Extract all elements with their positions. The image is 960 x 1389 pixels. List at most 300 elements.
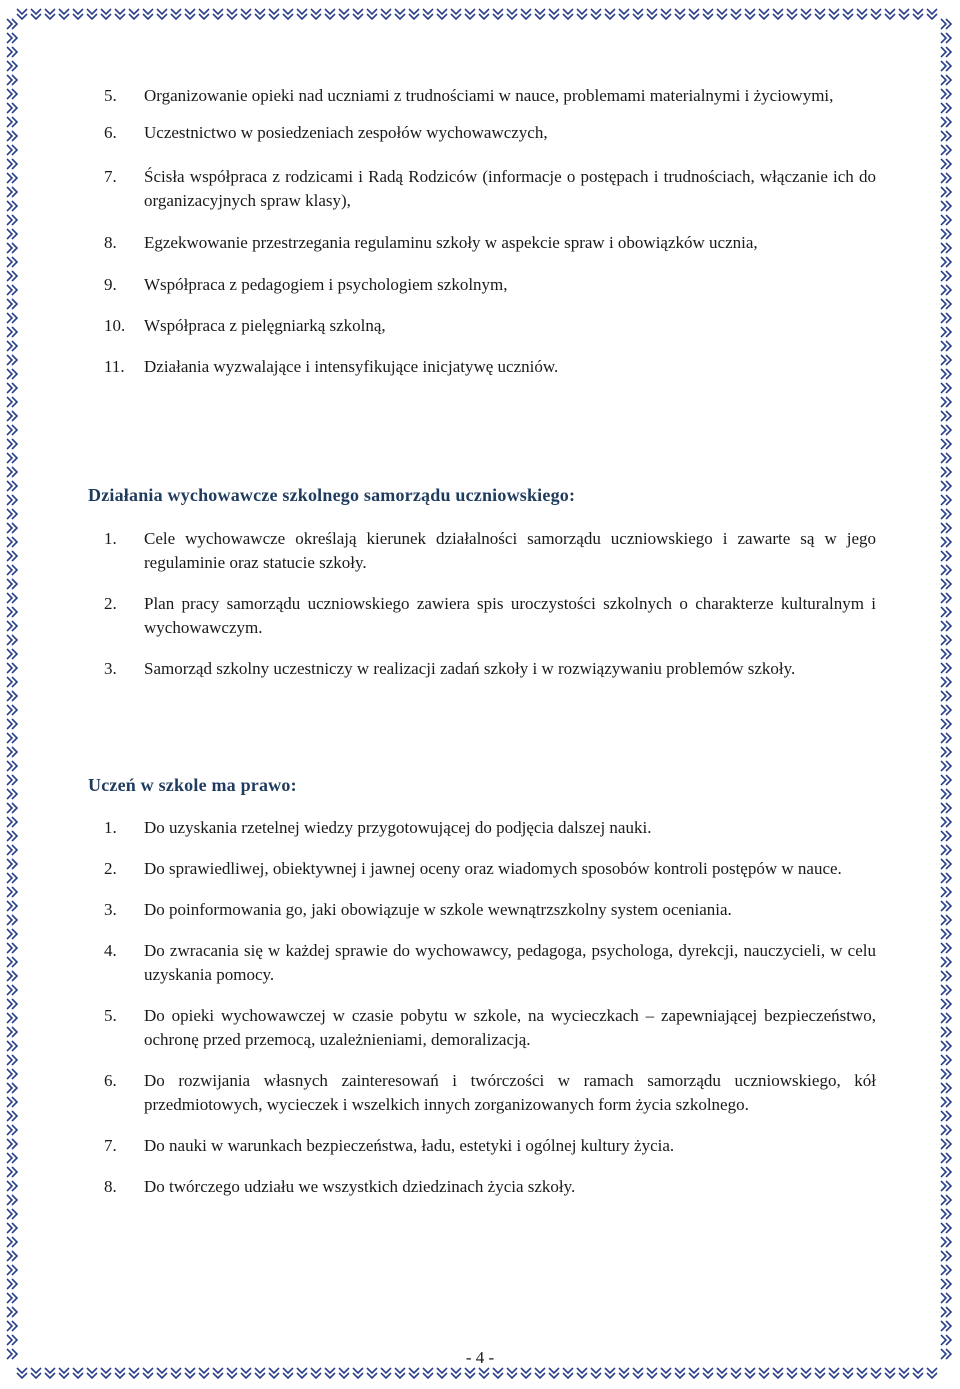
list-text: Organizowanie opieki nad uczniami z trudnościami w nauce, problemami materialnymi i życiowymi,: [144, 86, 834, 105]
border-chevron: [7, 1307, 17, 1317]
list-item: [104, 816, 876, 840]
border-chevron: [7, 1097, 17, 1107]
border-chevron: [941, 341, 951, 351]
border-chevron: [7, 145, 17, 155]
list-item: [104, 231, 876, 255]
border-chevron: [941, 117, 951, 127]
border-chevron: [829, 9, 839, 19]
border-chevron: [941, 229, 951, 239]
border-chevron: [7, 509, 17, 519]
list-number: 6.: [104, 1071, 117, 1090]
border-chevron: [941, 89, 951, 99]
border-chevron: [7, 691, 17, 701]
border-chevron: [941, 761, 951, 771]
border-chevron: [941, 929, 951, 939]
border-chevron: [731, 9, 741, 19]
border-chevron: [7, 1209, 17, 1219]
list-item: [104, 1004, 876, 1052]
border-chevron: [941, 649, 951, 659]
list-number: 9.: [104, 275, 117, 294]
border-chevron: [129, 9, 139, 19]
list-number: 3.: [104, 659, 117, 678]
border-chevron: [199, 1368, 209, 1378]
border-chevron: [941, 803, 951, 813]
border-chevron: [311, 9, 321, 19]
border-chevron: [941, 971, 951, 981]
list-item: [104, 592, 876, 640]
border-chevron: [941, 831, 951, 841]
border-chevron: [297, 1368, 307, 1378]
border-chevron: [675, 9, 685, 19]
border-chevron: [941, 397, 951, 407]
border-chevron: [633, 1368, 643, 1378]
border-chevron: [297, 9, 307, 19]
border-chevron: [941, 1293, 951, 1303]
border-chevron: [353, 1368, 363, 1378]
border-chevron: [45, 9, 55, 19]
page-number: - 4 -: [465, 1348, 495, 1367]
border-chevron: [829, 1368, 839, 1378]
border-chevron: [941, 537, 951, 547]
border-chevron: [605, 9, 615, 19]
border-chevron: [941, 551, 951, 561]
border-chevron: [941, 1111, 951, 1121]
border-chevron: [899, 9, 909, 19]
border-chevron: [577, 1368, 587, 1378]
border-chevron: [941, 369, 951, 379]
border-chevron: [325, 1368, 335, 1378]
list-text: Do poinformowania go, jaki obowiązuje w szkole wewnątrzszkolny system oceniania.: [144, 900, 732, 919]
border-chevron: [941, 1335, 951, 1345]
border-chevron: [17, 1368, 27, 1378]
border-chevron: [7, 1279, 17, 1289]
border-chevron: [7, 271, 17, 281]
border-chevron: [213, 1368, 223, 1378]
border-chevron: [325, 9, 335, 19]
border-chevron: [7, 1111, 17, 1121]
border-chevron: [7, 47, 17, 57]
border-chevron: [7, 173, 17, 183]
section1-list: [104, 527, 876, 681]
border-chevron: [7, 621, 17, 631]
border-chevron: [157, 9, 167, 19]
border-chevron: [7, 1069, 17, 1079]
border-chevron: [7, 1027, 17, 1037]
border-chevron: [59, 9, 69, 19]
border-chevron: [941, 887, 951, 897]
border-chevron: [7, 593, 17, 603]
border-chevron: [479, 1368, 489, 1378]
border-chevron: [7, 719, 17, 729]
list-number: 2.: [104, 859, 117, 878]
border-chevron: [521, 1368, 531, 1378]
border-chevron: [87, 1368, 97, 1378]
list-text: Cele wychowawcze określają kierunek działalności samorządu uczniowskiego i zawarte są w jego regulaminie oraz statucie szkoły.: [144, 529, 876, 572]
border-chevron: [31, 1368, 41, 1378]
border-chevron: [7, 61, 17, 71]
border-chevron: [941, 509, 951, 519]
border-chevron: [941, 873, 951, 883]
list-text: Samorząd szkolny uczestniczy w realizacji zadań szkoły i w rozwiązywaniu problemów szkoły.: [144, 659, 796, 678]
border-chevron: [703, 1368, 713, 1378]
border-chevron: [87, 9, 97, 19]
border-chevron: [815, 1368, 825, 1378]
border-chevron: [283, 1368, 293, 1378]
border-chevron: [227, 9, 237, 19]
list-item: [104, 527, 876, 575]
list-item: [104, 1134, 876, 1158]
border-chevron: [941, 565, 951, 575]
border-chevron: [409, 1368, 419, 1378]
border-chevron: [7, 537, 17, 547]
list-number: 3.: [104, 900, 117, 919]
border-chevron: [7, 341, 17, 351]
border-chevron: [7, 677, 17, 687]
border-chevron: [857, 1368, 867, 1378]
border-chevron: [731, 1368, 741, 1378]
border-chevron: [269, 1368, 279, 1378]
border-chevron: [941, 705, 951, 715]
border-chevron: [73, 1368, 83, 1378]
border-chevron: [199, 9, 209, 19]
border-chevron: [7, 439, 17, 449]
border-chevron: [815, 9, 825, 19]
border-chevron: [941, 901, 951, 911]
border-chevron: [7, 1195, 17, 1205]
border-chevron: [7, 635, 17, 645]
border-chevron: [7, 117, 17, 127]
list-number: 1.: [104, 529, 117, 548]
border-chevron: [535, 9, 545, 19]
border-chevron: [381, 1368, 391, 1378]
list-number: 7.: [104, 1136, 117, 1155]
list-item: [104, 273, 876, 297]
border-chevron: [7, 229, 17, 239]
border-chevron: [773, 9, 783, 19]
border-chevron: [941, 775, 951, 785]
border-chevron: [927, 1368, 937, 1378]
border-chevron: [619, 9, 629, 19]
border-chevron: [591, 9, 601, 19]
border-chevron: [7, 1335, 17, 1345]
border-chevron: [7, 817, 17, 827]
border-chevron: [801, 9, 811, 19]
border-chevron: [941, 271, 951, 281]
border-chevron: [7, 299, 17, 309]
list-text: Ścisła współpraca z rodzicami i Radą Rodziców (informacje o postępach i trudnościach, włączanie ich do organizacyjnych spraw klasy),: [144, 167, 876, 210]
list-item: [104, 657, 876, 681]
border-chevron: [7, 761, 17, 771]
section2-list: [104, 816, 876, 1199]
border-chevron: [661, 1368, 671, 1378]
border-chevron: [941, 677, 951, 687]
border-chevron: [45, 1368, 55, 1378]
border-chevron: [941, 943, 951, 953]
border-chevron: [7, 33, 17, 43]
list-number: 11.: [104, 357, 125, 376]
list-number: 5.: [104, 86, 117, 105]
border-chevron: [633, 9, 643, 19]
border-chevron: [269, 9, 279, 19]
border-chevron: [7, 285, 17, 295]
border-chevron: [941, 1055, 951, 1065]
border-chevron: [941, 859, 951, 869]
border-chevron: [339, 1368, 349, 1378]
border-chevron: [255, 1368, 265, 1378]
border-chevron: [689, 9, 699, 19]
border-chevron: [101, 9, 111, 19]
border-chevron: [941, 1083, 951, 1093]
border-chevron: [7, 1013, 17, 1023]
border-chevron: [941, 411, 951, 421]
border-chevron: [941, 985, 951, 995]
border-chevron: [941, 257, 951, 267]
border-chevron: [367, 9, 377, 19]
border-chevron: [941, 1013, 951, 1023]
border-chevron: [7, 19, 17, 29]
border-chevron: [787, 1368, 797, 1378]
border-chevron: [465, 1368, 475, 1378]
list-text: Współpraca z pedagogiem i psychologiem szkolnym,: [144, 275, 508, 294]
border-chevron: [941, 663, 951, 673]
border-chevron: [423, 1368, 433, 1378]
border-chevron: [899, 1368, 909, 1378]
border-chevron: [7, 1223, 17, 1233]
border-chevron: [395, 9, 405, 19]
border-chevron: [759, 1368, 769, 1378]
border-chevron: [577, 9, 587, 19]
border-chevron: [7, 453, 17, 463]
border-chevron: [7, 1167, 17, 1177]
border-chevron: [689, 1368, 699, 1378]
list-number: 8.: [104, 1177, 117, 1196]
border-chevron: [451, 9, 461, 19]
border-chevron: [941, 187, 951, 197]
border-chevron: [717, 1368, 727, 1378]
border-chevron: [7, 1055, 17, 1065]
border-chevron: [115, 9, 125, 19]
list-item: [104, 165, 876, 213]
border-chevron: [941, 691, 951, 701]
list-item: [104, 857, 876, 881]
list-item: [104, 314, 876, 338]
border-chevron: [941, 383, 951, 393]
border-chevron: [941, 957, 951, 967]
border-chevron: [941, 1097, 951, 1107]
border-chevron: [73, 9, 83, 19]
list-text: Plan pracy samorządu uczniowskiego zawiera spis uroczystości szkolnych o charakterze kulturalnym i wychowawczym.: [144, 594, 876, 637]
section-heading: Działania wychowawcze szkolnego samorządu uczniowskiego:: [88, 485, 576, 505]
border-chevron: [437, 1368, 447, 1378]
list-text: Do rozwijania własnych zainteresowań i twórczości w ramach samorządu uczniowskiego, kół przedmiotowych, wycieczek i wszelkich innych zorganizowanych form życia szkolnego.: [144, 1071, 876, 1114]
border-chevron: [7, 327, 17, 337]
border-chevron: [941, 1181, 951, 1191]
border-chevron: [941, 999, 951, 1009]
border-chevron: [591, 1368, 601, 1378]
border-chevron: [941, 1195, 951, 1205]
list-text: Do twórczego udziału we wszystkich dziedzinach życia szkoły.: [144, 1177, 576, 1196]
list-item: [104, 355, 876, 379]
border-chevron: [185, 1368, 195, 1378]
border-chevron: [7, 915, 17, 925]
border-chevron: [941, 1125, 951, 1135]
border-chevron: [941, 1237, 951, 1247]
border-chevron: [941, 313, 951, 323]
border-chevron: [941, 467, 951, 477]
border-chevron: [7, 1265, 17, 1275]
border-chevron: [941, 215, 951, 225]
list-text: Do nauki w warunkach bezpieczeństwa, ładu, estetyki i ogólnej kultury życia.: [144, 1136, 675, 1155]
border-chevron: [745, 1368, 755, 1378]
list-item: [104, 1069, 876, 1117]
list-text: Współpraca z pielęgniarką szkolną,: [144, 316, 386, 335]
border-chevron: [7, 1251, 17, 1261]
border-chevron: [7, 1139, 17, 1149]
border-chevron: [619, 1368, 629, 1378]
list-item: [104, 898, 876, 922]
border-chevron: [941, 285, 951, 295]
border-chevron: [941, 1069, 951, 1079]
border-chevron: [7, 355, 17, 365]
border-chevron: [843, 1368, 853, 1378]
border-chevron: [521, 9, 531, 19]
list-number: 7.: [104, 167, 117, 186]
border-chevron: [493, 9, 503, 19]
border-chevron: [7, 901, 17, 911]
border-chevron: [7, 565, 17, 575]
border-chevron: [185, 9, 195, 19]
border-chevron: [941, 817, 951, 827]
border-chevron: [171, 9, 181, 19]
list-text: Do uzyskania rzetelnej wiedzy przygotowującej do podjęcia dalszej nauki.: [144, 818, 652, 837]
list-number: 5.: [104, 1006, 117, 1025]
border-chevron: [885, 9, 895, 19]
border-chevron: [605, 1368, 615, 1378]
border-chevron: [7, 859, 17, 869]
border-chevron: [941, 47, 951, 57]
border-chevron: [7, 481, 17, 491]
border-chevron: [7, 775, 17, 785]
border-chevron: [941, 747, 951, 757]
border-chevron: [941, 173, 951, 183]
border-chevron: [7, 1293, 17, 1303]
list-number: 10.: [104, 316, 126, 335]
border-chevron: [941, 845, 951, 855]
border-chevron: [7, 1153, 17, 1163]
border-chevron: [941, 1265, 951, 1275]
border-chevron: [451, 1368, 461, 1378]
border-chevron: [7, 411, 17, 421]
border-chevron: [7, 831, 17, 841]
border-chevron: [7, 1181, 17, 1191]
border-chevron: [7, 397, 17, 407]
border-chevron: [7, 607, 17, 617]
border-chevron: [157, 1368, 167, 1378]
list-text: Egzekwowanie przestrzegania regulaminu szkoły w aspekcie spraw i obowiązków ucznia,: [144, 233, 758, 252]
border-chevron: [339, 9, 349, 19]
border-chevron: [101, 1368, 111, 1378]
border-chevron: [255, 9, 265, 19]
border-chevron: [941, 593, 951, 603]
border-chevron: [549, 9, 559, 19]
border-chevron: [7, 243, 17, 253]
border-chevron: [7, 313, 17, 323]
border-chevron: [941, 1251, 951, 1261]
border-chevron: [7, 803, 17, 813]
border-chevron: [7, 789, 17, 799]
list-text: Do opieki wychowawczej w czasie pobytu w szkole, na wycieczkach – zapewniającej bezpieczeństwo, ochronę przed przemocą, uzależnieniami, demoralizacją.: [144, 1006, 876, 1049]
border-chevron: [7, 383, 17, 393]
border-chevron: [7, 929, 17, 939]
border-chevron: [283, 9, 293, 19]
border-chevron: [7, 75, 17, 85]
border-chevron: [7, 999, 17, 1009]
border-chevron: [7, 845, 17, 855]
border-chevron: [941, 1321, 951, 1331]
border-chevron: [31, 9, 41, 19]
border-chevron: [7, 215, 17, 225]
border-chevron: [507, 1368, 517, 1378]
border-chevron: [115, 1368, 125, 1378]
border-chevron: [941, 201, 951, 211]
border-chevron: [717, 9, 727, 19]
border-chevron: [507, 9, 517, 19]
border-chevron: [941, 103, 951, 113]
border-chevron: [857, 9, 867, 19]
section-heading: Uczeń w szkole ma prawo:: [88, 775, 297, 795]
border-chevron: [7, 187, 17, 197]
border-chevron: [311, 1368, 321, 1378]
border-chevron: [7, 1083, 17, 1093]
border-chevron: [7, 887, 17, 897]
list-number: 4.: [104, 941, 117, 960]
border-chevron: [941, 733, 951, 743]
border-chevron: [941, 131, 951, 141]
border-chevron: [395, 1368, 405, 1378]
border-chevron: [759, 9, 769, 19]
border-chevron: [59, 1368, 69, 1378]
border-chevron: [493, 1368, 503, 1378]
list-text: Działania wyzwalające i intensyfikujące inicjatywę uczniów.: [144, 357, 559, 376]
border-chevron: [941, 1209, 951, 1219]
border-chevron: [941, 621, 951, 631]
border-chevron: [941, 61, 951, 71]
border-chevron: [941, 635, 951, 645]
border-chevron: [941, 1167, 951, 1177]
border-chevron: [941, 1041, 951, 1051]
border-chevron: [647, 9, 657, 19]
border-chevron: [7, 649, 17, 659]
border-chevron: [941, 523, 951, 533]
border-chevron: [941, 145, 951, 155]
border-chevron: [367, 1368, 377, 1378]
border-chevron: [7, 747, 17, 757]
border-chevron: [535, 1368, 545, 1378]
border-chevron: [941, 789, 951, 799]
border-chevron: [7, 957, 17, 967]
border-chevron: [941, 607, 951, 617]
border-chevron: [7, 103, 17, 113]
border-chevron: [871, 9, 881, 19]
border-chevron: [745, 9, 755, 19]
border-chevron: [941, 75, 951, 85]
border-chevron: [7, 579, 17, 589]
border-chevron: [941, 33, 951, 43]
border-chevron: [7, 873, 17, 883]
border-chevron: [7, 663, 17, 673]
border-chevron: [941, 19, 951, 29]
border-chevron: [7, 495, 17, 505]
